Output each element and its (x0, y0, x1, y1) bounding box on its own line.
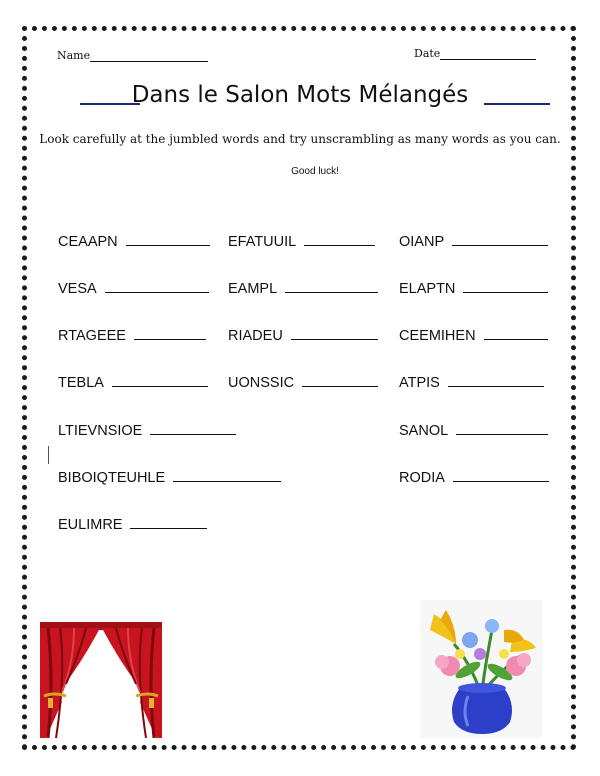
title-rule-right (484, 103, 550, 105)
word-item (228, 375, 378, 391)
answer-blank[interactable] (134, 339, 206, 340)
answer-blank[interactable] (463, 292, 548, 293)
word-item (58, 470, 281, 486)
word-item (399, 281, 548, 297)
word-text: RTAGEEE (58, 328, 126, 344)
text-cursor (48, 446, 49, 464)
word-item (399, 328, 548, 344)
answer-blank[interactable] (456, 434, 548, 435)
answer-blank[interactable] (302, 386, 378, 387)
word-item (58, 328, 206, 344)
answer-blank[interactable] (150, 434, 236, 435)
date-line[interactable] (440, 47, 536, 60)
word-text: LTIEVNSIOE (58, 423, 143, 439)
word-item (399, 375, 544, 391)
theater-curtain-image (40, 622, 162, 738)
date-field[interactable] (414, 47, 536, 60)
word-text: TEBLA (58, 375, 104, 391)
word-text: ATPIS (399, 375, 440, 391)
word-text: EULIMRE (58, 517, 123, 533)
word-text: RODIA (399, 470, 445, 486)
word-item (399, 423, 548, 439)
answer-blank[interactable] (126, 245, 210, 246)
word-item (228, 281, 378, 297)
word-item (58, 517, 207, 533)
good-luck-text: Good luck! (291, 166, 339, 177)
word-item (58, 234, 210, 250)
name-field[interactable] (57, 49, 208, 62)
word-text: BIBOIQTEUHLE (58, 470, 166, 486)
word-text: EFATUUIL (228, 234, 297, 250)
answer-blank[interactable] (452, 245, 548, 246)
instructions: Look carefully at the jumbled words and try unscrambling as many words as you can. (39, 132, 561, 146)
name-line[interactable] (90, 49, 208, 62)
page-title: Dans le Salon Mots Mélangés (131, 82, 469, 108)
word-item (399, 234, 548, 250)
word-text: RIADEU (228, 328, 283, 344)
word-text: OIANP (399, 234, 445, 250)
answer-blank[interactable] (112, 386, 208, 387)
word-item (58, 423, 236, 439)
answer-blank[interactable] (105, 292, 209, 293)
answer-blank[interactable] (448, 386, 544, 387)
word-text: VESA (58, 281, 97, 297)
word-text: CEAAPN (58, 234, 118, 250)
word-item (228, 234, 375, 250)
answer-blank[interactable] (173, 481, 281, 482)
word-item (58, 375, 208, 391)
answer-blank[interactable] (484, 339, 548, 340)
name-label: Name (57, 49, 91, 62)
word-item (399, 470, 549, 486)
answer-blank[interactable] (130, 528, 207, 529)
word-text: SANOL (399, 423, 449, 439)
answer-blank[interactable] (304, 245, 375, 246)
answer-blank[interactable] (291, 339, 378, 340)
date-label: Date (414, 47, 441, 60)
word-text: UONSSIC (228, 375, 295, 391)
flower-vase-image (420, 600, 542, 738)
word-item (58, 281, 209, 297)
answer-blank[interactable] (285, 292, 378, 293)
word-item (228, 328, 378, 344)
word-text: CEEMIHEN (399, 328, 476, 344)
word-text: EAMPL (228, 281, 278, 297)
word-text: ELAPTN (399, 281, 456, 297)
answer-blank[interactable] (453, 481, 549, 482)
